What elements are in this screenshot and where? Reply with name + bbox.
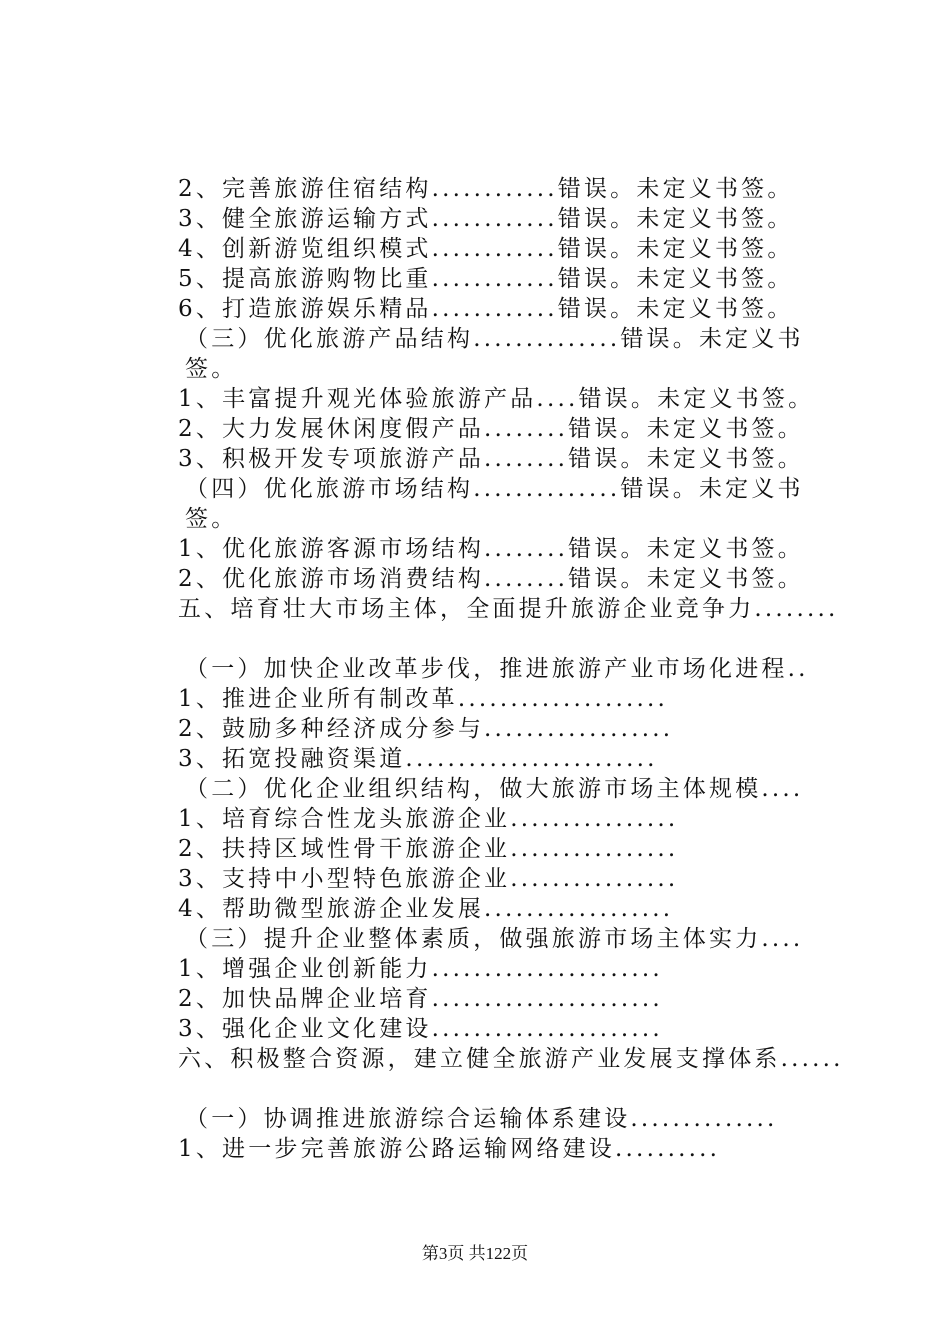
table-of-contents xyxy=(130,174,850,1164)
toc-entry[interactable]: 2、大力发展休闲度假产品........错误。未定义书签。 xyxy=(178,416,804,442)
toc-entry[interactable]: 3、拓宽投融资渠道........................ xyxy=(178,746,658,772)
toc-section-heading[interactable]: （二）优化企业组织结构，做大旅游市场主体规模.... xyxy=(185,776,804,802)
toc-section-heading[interactable] xyxy=(130,474,850,534)
toc-spacer xyxy=(130,624,850,654)
toc-entry[interactable]: 1、优化旅游客源市场结构........错误。未定义书签。 xyxy=(178,536,804,562)
toc-entry[interactable]: 1、丰富提升观光体验旅游产品....错误。未定义书签。 xyxy=(178,386,815,412)
toc-section-heading[interactable]: （三）提升企业整体素质，做强旅游市场主体实力.... xyxy=(185,926,804,952)
toc-entry[interactable]: 1、进一步完善旅游公路运输网络建设.......... xyxy=(178,1136,721,1162)
toc-entry[interactable]: 3、积极开发专项旅游产品........错误。未定义书签。 xyxy=(178,446,804,472)
toc-entry[interactable]: 1、增强企业创新能力...................... xyxy=(178,956,663,982)
toc-section-text: （三）优化旅游产品结构..............错误。未定义书签。 xyxy=(185,326,804,382)
toc-section-heading[interactable]: （一）协调推进旅游综合运输体系建设.............. xyxy=(185,1106,778,1132)
toc-entry[interactable]: 6、打造旅游娱乐精品............错误。未定义书签。 xyxy=(178,296,794,322)
toc-entry[interactable]: 4、创新游览组织模式............错误。未定义书签。 xyxy=(178,236,794,262)
page-number: 第3页 共122页 xyxy=(421,1244,529,1263)
toc-entry[interactable]: 3、健全旅游运输方式............错误。未定义书签。 xyxy=(178,206,794,232)
toc-entry[interactable]: 2、加快品牌企业培育...................... xyxy=(178,986,663,1012)
toc-entry[interactable]: 3、强化企业文化建设...................... xyxy=(178,1016,663,1042)
toc-entry[interactable]: 2、完善旅游住宿结构............错误。未定义书签。 xyxy=(178,176,794,202)
toc-entry[interactable]: 4、帮助微型旅游企业发展.................. xyxy=(178,896,674,922)
toc-entry[interactable]: 2、鼓励多种经济成分参与.................. xyxy=(178,716,674,742)
toc-chapter-heading[interactable]: 六、积极整合资源，建立健全旅游产业发展支撑体系...... xyxy=(178,1046,844,1072)
toc-entry[interactable]: 2、扶持区域性骨干旅游企业................ xyxy=(178,836,679,862)
toc-section-text: （四）优化旅游市场结构..............错误。未定义书签。 xyxy=(185,476,804,532)
toc-entry[interactable]: 3、支持中小型特色旅游企业................ xyxy=(178,866,679,892)
toc-entry[interactable]: 5、提高旅游购物比重............错误。未定义书签。 xyxy=(178,266,794,292)
toc-entry[interactable]: 1、推进企业所有制改革.................... xyxy=(178,686,669,712)
toc-section-heading[interactable] xyxy=(130,324,850,384)
toc-entry[interactable]: 2、优化旅游市场消费结构........错误。未定义书签。 xyxy=(178,566,804,592)
toc-chapter-heading[interactable]: 五、培育壮大市场主体，全面提升旅游企业竞争力........ xyxy=(178,596,839,622)
toc-spacer xyxy=(130,1074,850,1104)
page-footer xyxy=(0,1243,950,1265)
toc-entry[interactable]: 1、培育综合性龙头旅游企业................ xyxy=(178,806,679,832)
toc-section-heading[interactable]: （一）加快企业改革步伐，推进旅游产业市场化进程.. xyxy=(185,656,809,682)
